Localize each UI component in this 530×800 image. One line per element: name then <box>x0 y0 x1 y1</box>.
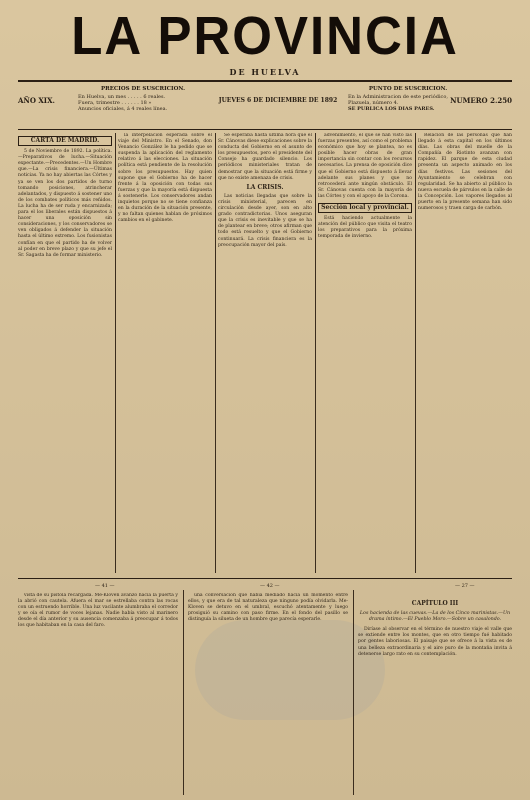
page-number-right: — 27 — <box>455 583 475 589</box>
serial-text-2: una conversación que había mediado hacía un momento entre ellos, y que era de tal naturaleza que ninguno podía olvidarla. Me-Kloven se detuvo en el umbral, escuchó atentamente y luego prosiguió su camino con paso firme. En el fondo del pasillo se distinguía la silueta de un hombre que parecía esperarle. <box>188 593 348 623</box>
issue-number: NUMERO 2.250 <box>450 96 512 105</box>
serial-text-3: Diríase al observar en el término de nuestro viaje el valle que se extiende entre los montes, que en otro tiempo fué habitado por gentes laboriosas. El paisaje que se ofrece á la vista es de una belleza extraordinaria y el aire puro de la montaña invita á detenerse largo rato en su contemplación. <box>358 627 512 657</box>
subscription-line: En la Administracion de este periódico, <box>348 94 448 100</box>
top-rule <box>18 80 512 82</box>
issue-date: JUEVES 6 DE DICIEMBRE DE 1892 <box>218 97 338 104</box>
subscription-heading: PUNTO DE SUSCRICION. <box>368 86 448 92</box>
column-divider <box>183 590 184 795</box>
column-divider <box>115 133 116 573</box>
info-rule <box>18 129 512 130</box>
serial-column-3 <box>358 593 512 793</box>
column-3 <box>218 133 312 573</box>
column-3-heading: LA CRISIS. <box>246 183 284 191</box>
info-bar <box>18 84 512 129</box>
prices-line: Anuncios oficiales, á 4 reales línea. <box>78 106 168 112</box>
column-1 <box>18 133 112 573</box>
column-1-heading: CARTA DE MADRID. <box>18 136 112 146</box>
column-4-text-2: Está haciendo actualmente la atención del público que visita el teatro los preparativos para la próxima temporada de invierno. <box>318 216 412 240</box>
serial-column-2 <box>188 593 348 793</box>
prices-heading: PRECIOS DE SUSCRICION. <box>101 86 185 92</box>
column-3-text: Se esperaba hasta última hora que el Sr. Cánovas diese explicaciones sobre la conducta del Gobierno en el asunto de los presupuestos, pero el presidente del Consejo ha guardado silencio. Los periódicos ministeriales tratan de demostrar que la situación está firme y que no existe amenaza de crisis. <box>218 133 312 181</box>
column-1-text: 5 de Noviembre de 1892. La política.—Preparativos de lucha.—Situación expectante.—Precedentes.—Un Hombre que.—La crisis financiera.—Últimas noticias. Ya no hay abiertas las Córtes y ya se ven los dos partidos de turno tomando posiciones, atrincherar adelantados, y dispuesto á sostener uno de los combates políticos más reñidos. La lucha ha de ser ruda y encarnizada; para el los liberales están dispuestos á hacer una oposición sin consideraciones, y los conservadores se ven obligados á defender la situación hasta el último extremo. Los fusionistas confían en que el partido ha de volver al poder en breve plazo y que su jefe el Sr. Sagasta ha de formar ministerio. <box>18 149 112 258</box>
masthead-subtitle: DE HUELVA <box>229 67 301 77</box>
column-2-text: la interpelación esperada sobre el viaje del Ministro. En el Senado, don Venancio González le ha pedido que se suspenda la aplicación del reglamento relativo á las elecciones. La situación política está pendiente de la resolución sobre los presupuestos. Hay quien supone que el Gobierno ha de hacer frente á la oposición con todas sus fuerzas y que la mayoría está dispuesta á sostenerle. Los conservadores andan inquietos porque no se tiene confianza en la duración de la situación presente, y no faltan quienes hablan de próximos cambios en el gabinete. <box>118 133 212 224</box>
serial-column-1 <box>18 593 178 793</box>
subscription-line: Plazuela, número 4. <box>348 100 399 106</box>
prices-box <box>78 86 208 112</box>
column-4-text: advenimiento, el que se han visto las fuerzas presentes, así como el problema económico que hoy se plantea, no es posible hacer obras de gran importancia sin contar con los recursos necesarios. La prensa de oposición dice que el Gobierno está dispuesto á llevar adelante sus planes y que no retrocederá ante ningún obstáculo. El Sr. Cánovas cuenta con la mayoría de las Córtes y con el apoyo de la Corona. <box>318 133 412 199</box>
prices-line: En Huelva, un mes . . . . . 6 reales. <box>78 94 166 100</box>
chapter-heading: CAPÍTULO III <box>411 600 459 607</box>
column-divider <box>215 133 216 573</box>
serial-text-1: vista de su pistola recargada. Me-Kloven avanzó hacia la puerta y la abrió con cautela. Afuera el mar se estrellaba contra las rocas con un estruendo horrible. Una luz vacilante alumbraba el corredor y se oía el rumor de voces lejanas. Nadie había visto al marinero desde el día anterior y su ausencia comenzaba á preocupar á todos los que habitaban en la casa del faro. <box>18 593 178 629</box>
column-3-text-2: Las noticias llegadas que sobre la crisis ministerial, parecen en circulación desde ayer, son en alto grado contradictorias. Unos aseguran que la crisis es inevitable y que se ha de plantear en breve; otros afirman que todo está resuelto y que el Gobierno continuará. La crisis financiera es la preocupación mayor del país. <box>218 193 312 248</box>
column-divider <box>353 590 354 795</box>
column-4 <box>318 133 412 573</box>
chapter-subheading: Los hacienda de las cuevas.—La de los Cinco marinistas.—Un drama íntimo.—El Pueblo Moro.—Sobre un casalondo. <box>359 611 511 623</box>
column-5 <box>418 133 512 573</box>
masthead <box>0 5 530 66</box>
prices-line: Fuera, trimestre . . . . . . 18 » <box>78 100 152 106</box>
column-5-text: Relación de las personas que han llegado á esta capital en los últimos días. Las obras del muelle de la Compañía de Riotinto avanzan con rapidez. El parque de esta ciudad presenta un aspecto animado en los días festivos. Las sesiones del Ayuntamiento se celebran con regularidad. Se ha abierto al público la nueva escuela de párvulos en la calle de la Concepción. Los vapores llegados al puerto en la presente semana han sido numerosos y traen carga de carbón. <box>418 133 512 212</box>
masthead-title: LA PROVINCIA <box>71 5 459 66</box>
column-4-heading: Sección local y provincial. <box>318 203 412 213</box>
column-divider <box>315 133 316 573</box>
column-2 <box>118 133 212 573</box>
column-divider <box>415 133 416 573</box>
year-label: AÑO XIX. <box>18 96 55 105</box>
page-number-middle: — 42 — <box>260 583 280 589</box>
fold-rule <box>18 578 512 579</box>
page-number-left: — 41 — <box>95 583 115 589</box>
subscription-line: SE PUBLICA LOS DIAS PARES. <box>348 106 435 112</box>
